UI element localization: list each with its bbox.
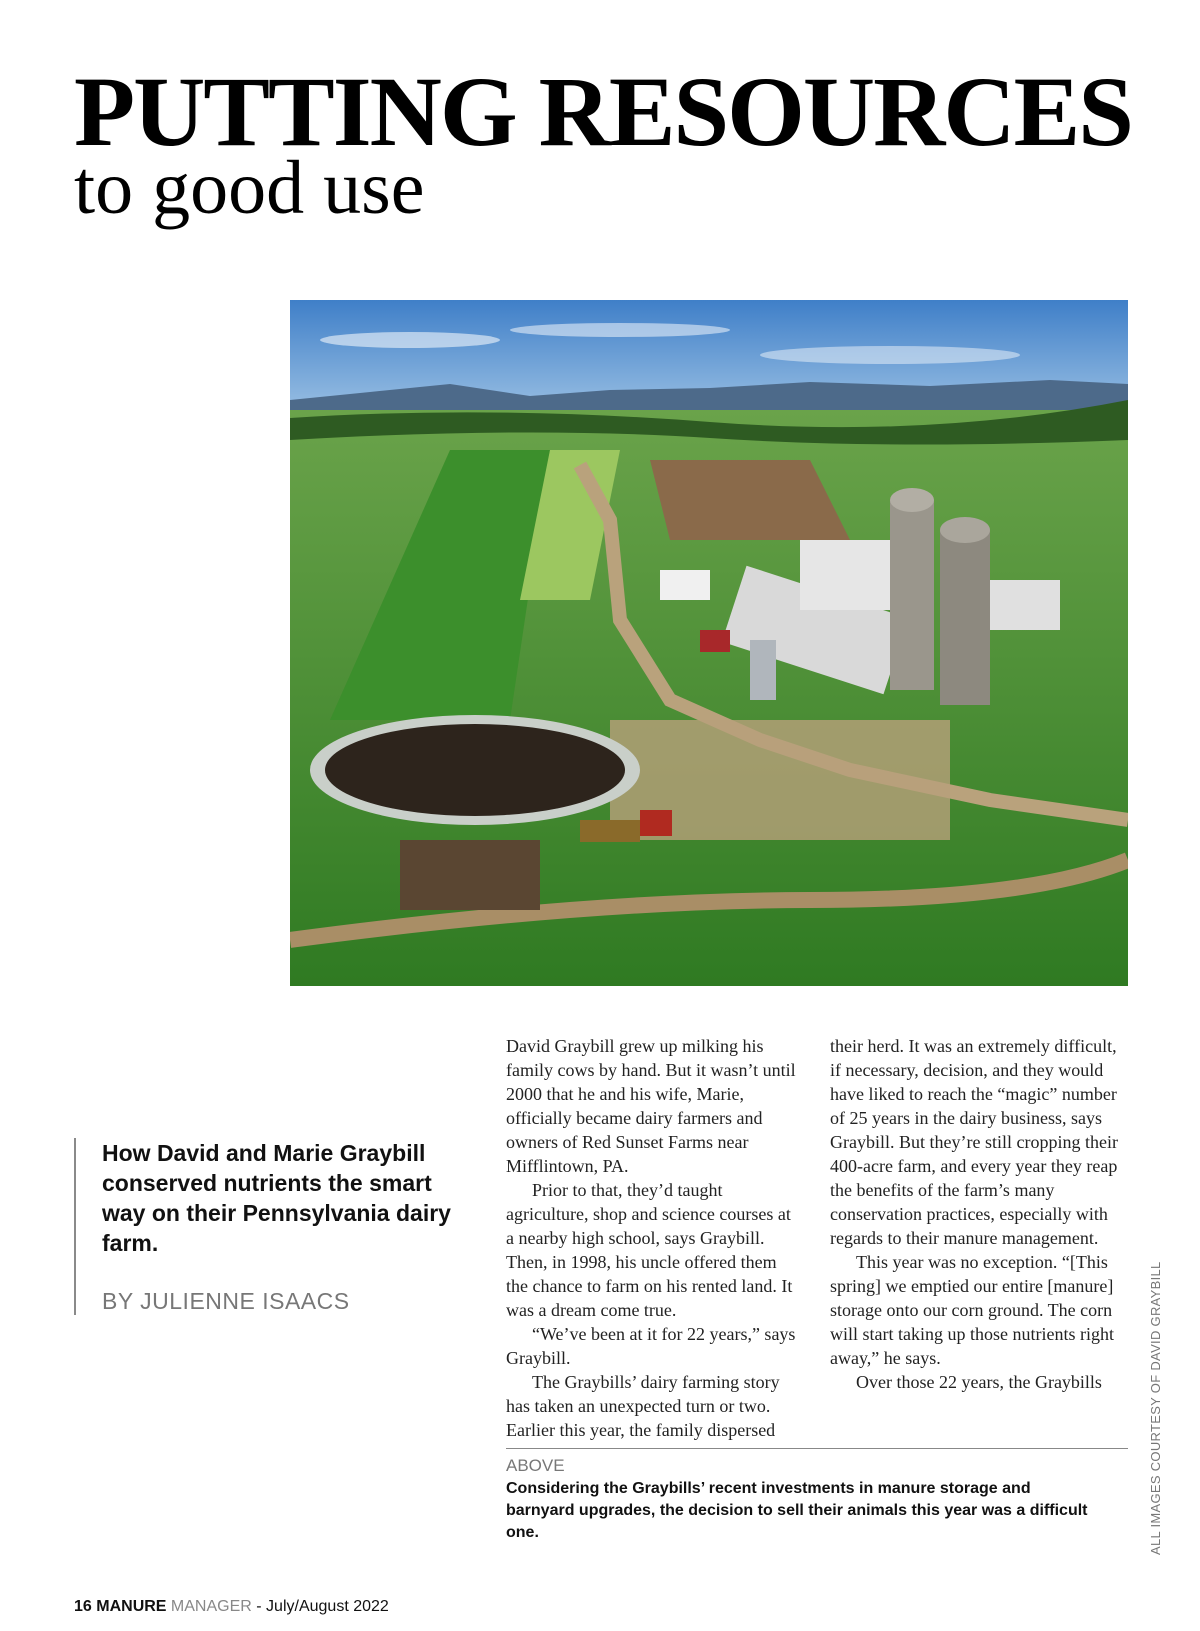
subheadline: to good use	[74, 146, 425, 230]
deck-text: How David and Marie Graybill conserved nutrients the smart way on their Pennsylvania dairy farm.	[102, 1140, 451, 1256]
cloud	[320, 332, 500, 348]
silo	[940, 530, 990, 705]
body-column-2	[830, 1034, 1126, 1394]
body-paragraph: Over those 22 years, the Graybills	[856, 1372, 1102, 1392]
photo-caption: Considering the Graybills’ recent investments in manure storage and barnyard upgrades, the decision to sell their animals this year was a difficult one.	[506, 1480, 1088, 1541]
body-paragraph: Prior to that, they’d taught agriculture, shop and science courses at a nearby high school, says Graybill. Then, in 1998, his uncle offered them the chance to farm on his rented land. It was a dream come true.	[506, 1180, 793, 1320]
issue-date: - July/August 2022	[256, 1598, 389, 1615]
body-paragraph: “We’ve been at it for 22 years,” says Graybill.	[506, 1324, 796, 1368]
tractor	[640, 810, 672, 836]
photo-credit: ALL IMAGES COURTESY OF DAVID GRAYBILL	[1148, 1261, 1163, 1555]
body-paragraph: David Graybill grew up milking his family cows by hand. But it wasn’t until 2000 that he and his wife, Marie, officially became dairy farmers and owners of Red Sunset Farms near Mifflintown, PA.	[506, 1036, 796, 1176]
manure-lagoon	[325, 724, 625, 816]
body-paragraph: The Graybills’ dairy farming story has taken an unexpected turn or two. Earlier this year, the family dispersed	[506, 1372, 780, 1440]
silo	[890, 500, 934, 690]
aerial-farm-photo	[290, 300, 1128, 986]
grain-bin	[750, 640, 776, 700]
silo-dome	[890, 488, 934, 512]
body-column-1	[506, 1034, 802, 1442]
magazine-name-light: MANAGER	[170, 1598, 252, 1615]
manure-spreader	[580, 820, 640, 842]
body-paragraph: This year was no exception. “[This spring] we emptied our entire [manure] storage onto our corn ground. The corn will start taking up those nutrients right away,” he says.	[830, 1252, 1114, 1368]
body-paragraph: their herd. It was an extremely difficult, if necessary, decision, and they would have liked to reach the “magic” number of 25 years in the dairy business, says Graybill. But they’re still cropping their 400-acre farm, and every year they reap the benefits of the farm’s many conservation practices, especially with regards to their manure management.	[830, 1036, 1118, 1248]
red-shed	[700, 630, 730, 652]
page-number: 16	[74, 1598, 92, 1615]
magazine-name-bold: MANURE	[96, 1598, 167, 1615]
caption-divider	[506, 1448, 1128, 1449]
headline: PUTTING RESOURCES	[74, 56, 1132, 167]
manure-pile	[400, 840, 540, 910]
house	[660, 570, 710, 600]
cloud	[510, 323, 730, 337]
caption-label: ABOVE	[506, 1456, 565, 1475]
page-footer	[74, 1598, 389, 1616]
cloud	[760, 346, 1020, 364]
silo-dome	[940, 517, 990, 543]
byline: BY JULIENNE ISAACS	[102, 1288, 350, 1314]
article-deck	[74, 1138, 472, 1315]
